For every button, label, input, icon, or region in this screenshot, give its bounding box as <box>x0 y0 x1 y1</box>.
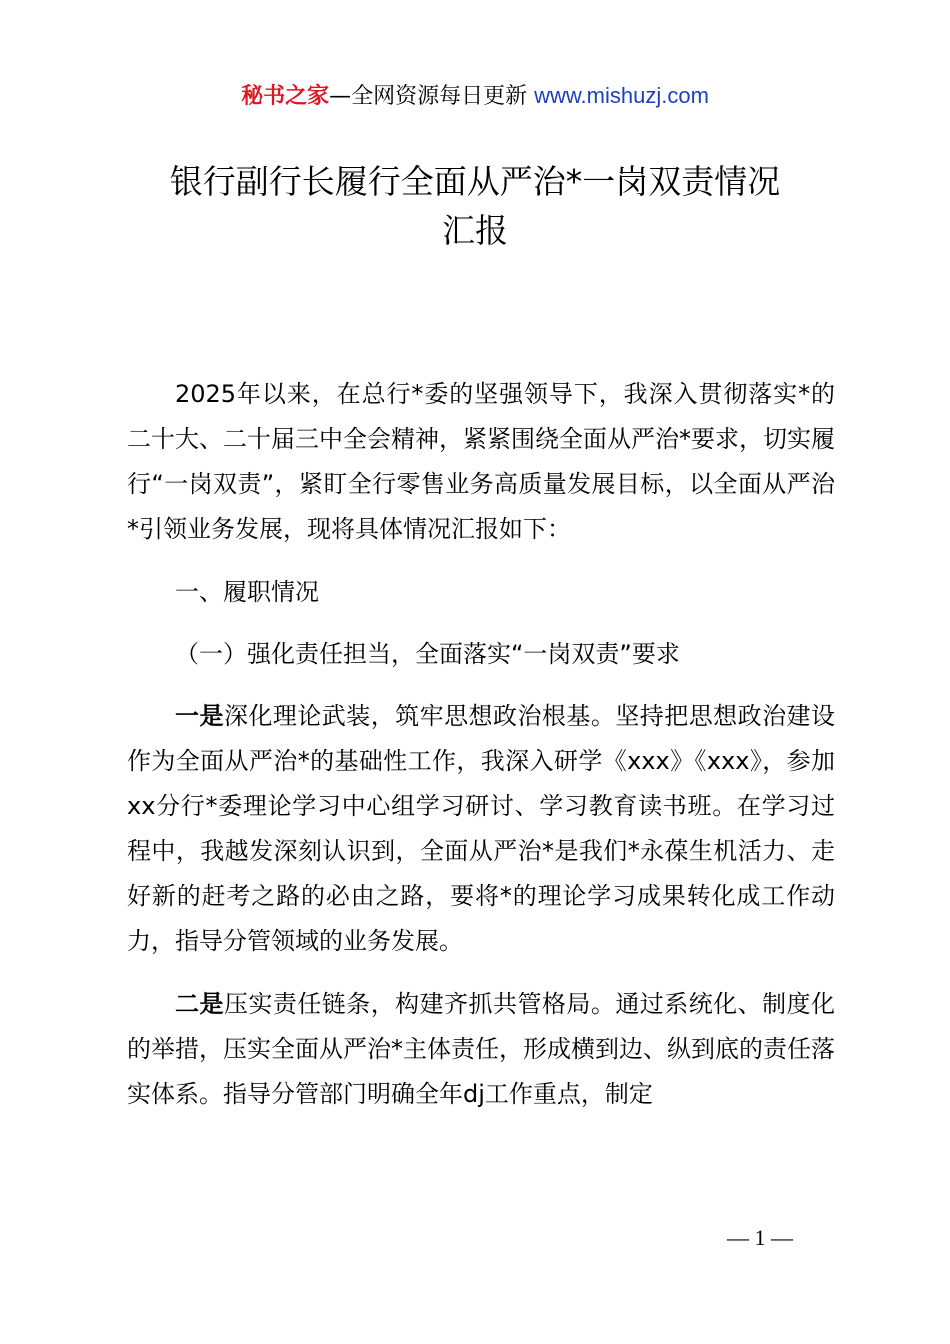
subsection-heading: （一）强化责任担当，全面落实“一岗双责”要求 <box>175 640 680 668</box>
intro-paragraph: 2025年以来，在总行*委的坚强领导下，我深入贯彻落实*的二十大、二十届三中全会精神，紧紧围绕全面从严治*要求，切实履行“一岗双责”，紧盯全行零售业务高质量发展目标，以全面从严治*引领业务发展，现将具体情况汇报如下： <box>127 380 835 543</box>
header-slogan: —全网资源每日更新 <box>329 84 535 109</box>
document-body <box>127 372 835 1135</box>
site-url[interactable]: www.mishuzj.com <box>534 83 709 108</box>
page-number: — 1 — <box>727 1225 793 1250</box>
point-lead-2: 二是 <box>175 990 224 1018</box>
point-text-1: 深化理论武装，筑牢思想政治根基。坚持把思想政治建设作为全面从严治*的基础性工作，我深入研学《xxx》《xxx》，参加xx分行*委理论学习中心组学习研讨、学习教育读书班。在学习过程中，我越发深刻认识到，全面从严治*是我们*永葆生机活力、走好新的赶考之路的必由之路，要将*的理论学习成果转化成工作动力，指导分管领域的业务发展。 <box>127 702 836 955</box>
point-paragraph-2 <box>127 982 835 1117</box>
point-text-2: 压实责任链条，构建齐抓共管格局。通过系统化、制度化的举措，压实全面从严治*主体责任，形成横到边、纵到底的责任落实体系。指导分管部门明确全年dj工作重点，制定 <box>127 990 836 1108</box>
point-paragraph-1 <box>127 694 835 964</box>
title-line-1: 银行副行长履行全面从严治*一岗双责情况 <box>169 162 781 201</box>
brand-name: 秘书之家 <box>241 84 330 109</box>
document-title <box>100 157 850 255</box>
title-line-2: 汇报 <box>442 211 508 250</box>
section-heading: 一、履职情况 <box>175 578 319 606</box>
point-lead-1: 一是 <box>175 702 224 730</box>
site-header <box>0 80 950 113</box>
